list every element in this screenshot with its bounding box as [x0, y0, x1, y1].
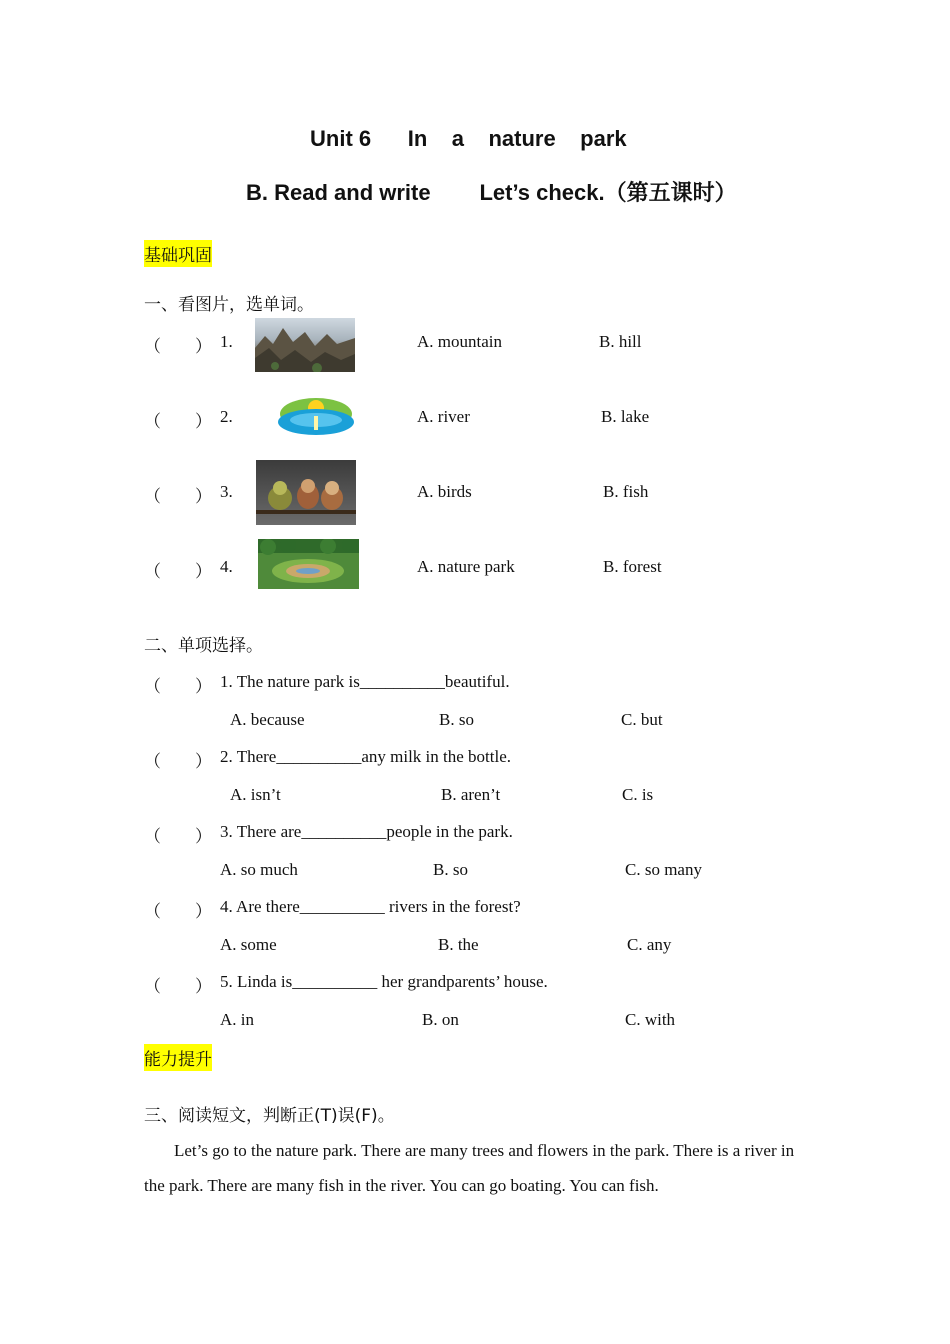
reading-passage: Let’s go to the nature park. There are many trees and flowers in the park. There is a river in the park. There are many fish in the river. You can go boating. You can fish.: [144, 1141, 795, 1195]
park-image: [258, 539, 359, 589]
question-blank-1: （ ）: [144, 677, 212, 696]
question-4-option-b: B. the: [438, 935, 479, 954]
option-b-2: B. lake: [601, 407, 650, 426]
option-a-3: A. birds: [417, 482, 472, 501]
question-stem-2: 2. There__________any milk in the bottle.: [220, 747, 512, 766]
question-4-option-a: A. some: [220, 935, 277, 954]
question-blank-4: （ ）: [144, 902, 212, 921]
answer-blank-3: （ ）: [144, 487, 212, 506]
question-stem-3: 3. There are__________people in the park.: [220, 822, 513, 841]
option-a-2: A. river: [417, 407, 470, 426]
question-5-option-a: A. in: [220, 1010, 254, 1029]
birds-image: [256, 460, 356, 525]
option-a-4: A. nature park: [417, 557, 515, 576]
question-stem-5: 5. Linda is__________ her grandparents’ house.: [220, 972, 548, 991]
question-stem-4: 4. Are there__________ rivers in the forest?: [220, 897, 521, 916]
answer-blank-1: （ ）: [144, 337, 212, 356]
question-4-option-c: C. any: [627, 935, 672, 954]
question-3-option-b: B. so: [433, 860, 468, 879]
question-2-option-b: B. aren’t: [441, 785, 501, 804]
item-number-4: 4.: [220, 557, 233, 576]
option-b-4: B. forest: [603, 557, 662, 576]
lake-image: [276, 388, 356, 440]
question-5-option-b: B. on: [422, 1010, 459, 1029]
part2-heading: 二、单项选择。: [144, 636, 263, 656]
question-3-option-a: A. so much: [220, 860, 298, 879]
question-blank-2: （ ）: [144, 752, 212, 771]
question-2-option-c: C. is: [622, 785, 654, 804]
page-subtitle: B. Read and write Let’s check.（第五课时）: [246, 180, 737, 205]
question-1-option-b: B. so: [439, 710, 474, 729]
question-3-option-c: C. so many: [625, 860, 702, 879]
question-5-option-c: C. with: [625, 1010, 676, 1029]
answer-blank-2: （ ）: [144, 412, 212, 431]
question-2-option-a: A. isn’t: [230, 785, 281, 804]
answer-blank-4: （ ）: [144, 562, 212, 581]
item-number-2: 2.: [220, 407, 233, 426]
option-b-1: B. hill: [599, 332, 642, 351]
part3-heading: 三、阅读短文，判断正(T)误(F)。: [144, 1106, 395, 1126]
mountain-image: [255, 318, 355, 372]
question-blank-5: （ ）: [144, 977, 212, 996]
section-label-advanced: 能力提升: [144, 1044, 212, 1071]
question-1-option-c: C. but: [621, 710, 663, 729]
part1-heading: 一、看图片，选单词。: [144, 295, 314, 315]
page-title: Unit 6 In a nature park: [310, 126, 627, 151]
question-blank-3: （ ）: [144, 827, 212, 846]
option-b-3: B. fish: [603, 482, 649, 501]
question-stem-1: 1. The nature park is__________beautiful.: [220, 672, 510, 691]
item-number-1: 1.: [220, 332, 233, 351]
section-label-basic: 基础巩固: [144, 240, 212, 267]
question-1-option-a: A. because: [230, 710, 305, 729]
option-a-1: A. mountain: [417, 332, 502, 351]
item-number-3: 3.: [220, 482, 233, 501]
